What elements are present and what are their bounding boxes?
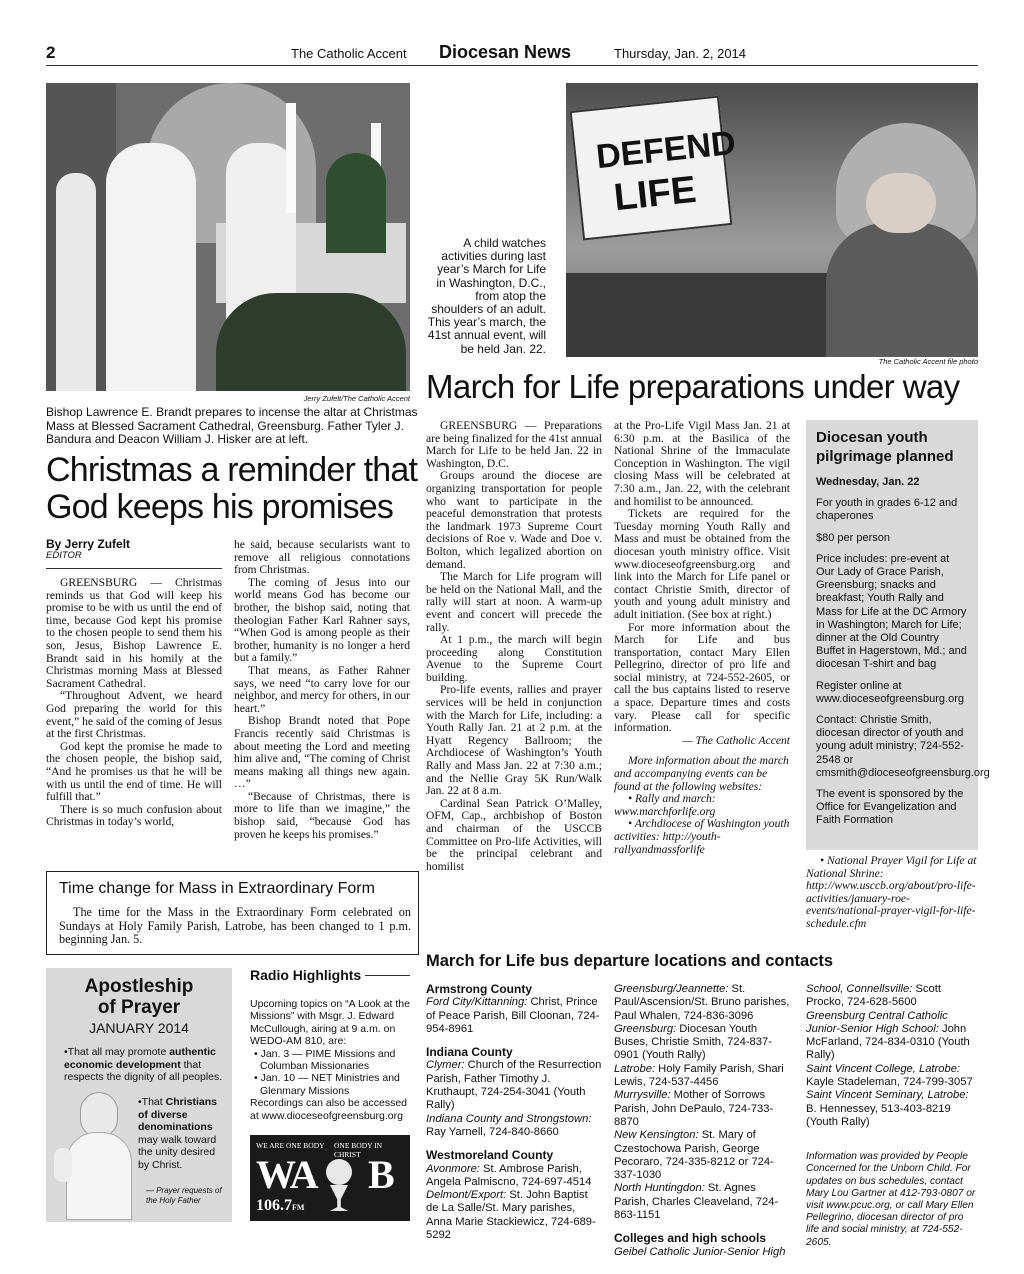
bus-entry [806,1089,978,1129]
county-heading: Armstrong County [426,982,532,996]
prayer-intention-1 [64,1046,228,1084]
bus-entry [614,1023,790,1063]
sidebar-title: Diocesan youth pilgrimage planned [816,429,954,465]
sidebar-text: Register online at www.dioceseofgreensburg.org [816,679,964,705]
intention-2-post: may walk toward the unity desired by Christ. [138,1133,217,1171]
bus-entry [426,996,602,1036]
bus-location: New Kensington: [614,1129,699,1142]
bus-entry [614,983,790,1023]
bus-contact: John McFarland, 724-834-0310 (Youth Rally) [806,1022,970,1062]
bus-location: School, Connellsville: [806,983,913,995]
time-change-box [46,871,419,955]
chalice-icon [330,1185,348,1211]
link-archdiocese[interactable]: • Archdiocese of Washington youth activities: http://youth-rallyandmassforlife [614,817,790,856]
logo-freq-number: 106.7 [256,1197,292,1214]
time-change-title: Time change for Mass in Extraordinary Form [59,880,375,897]
march-col1 [426,420,602,873]
link-vigil[interactable]: • National Prayer Vigil for Life at National Shrine: http://www.usccb.org/about/pro-life-activities/january-roe-events/national-prayer-vigil-for-life-schedule.cfm [806,854,977,930]
apostleship-month: JANUARY 2014 [89,1020,189,1036]
bus-note: Information was provided by People Concerned for the Unborn Child. For updates on bus schedules, contact Mary Lou Gartner at 412-793-0807 or visit www.pcuc.org, or call Mary Ellen Pellegrino, diocesan director of pro life and social ministry, at 724-552-2605. [806,1151,976,1248]
sign-text-line1: DEFEND [594,123,738,177]
bus-location: North Huntingdon: [614,1182,705,1195]
sidebar-text: Contact: Christie Smith, diocesan director of youth and young adult ministry; 724-552-2548 or cmsmith@dioceseofgreensburg.org [816,714,990,779]
bus-col-1 [426,983,602,1242]
sidebar-text: The event is sponsored by the Office for Evangelization and Faith Formation [816,788,964,827]
christmas-para: There is so much confusion about Christmas in today’s world, [46,802,222,829]
bus-entry [426,1189,602,1242]
bus-entry [614,1129,790,1182]
bus-contact: St. Paul/Ascension/St. Bruno parishes, Paul Whalen, 724-836-3096 [614,983,790,1022]
host-icon [326,1159,352,1185]
christmas-para: The coming of Jesus into our world means God has become our brother, the bishop said, noting that theologian Father Karl Rahner says, “When God is among people as their brother, humanity is no longer a herd but a family.” [234,575,410,665]
time-change-text: The time for the Mass in the Extraordinary Form celebrated on Sundays at Holy Family Parish, Latrobe, has been changed to 1 p.m. beginning Jan. 5. [59,905,411,946]
march-para: Pro-life events, rallies and prayer services will be held in conjunction with the March for Life, including: a Youth Rally Jan. 21 at 2 p.m. at the Hyatt Regency Ballroom; the Archdiocese of Washington’s Youth Rally and Mass Jan. 22 at 7:30 a.m.; and the Nellie Gray 5K Run/Walk Jan. 22 at 8 a.m. [426,683,602,798]
bus-entry [614,1182,790,1222]
wab-radio-logo [250,1135,410,1221]
sign-text-line2: LIFE [611,168,699,220]
bus-location: Murrysville: [614,1089,671,1102]
bus-location: Saint Vincent Seminary, Latrobe: [806,1089,969,1102]
intention-2-bold: Christians of diverse denominations [138,1096,217,1133]
bus-location: Avonmore: [426,1162,480,1175]
march-para: The March for Life program will be held on the National Mall, and the rally will start at noon. A warm-up event and concert will precede the rally. [426,570,602,634]
christmas-para: God kept the promise he made to the chosen people, the bishop said, “And he promises us that he will be with us until the end of time. He will fulfill that.” [46,739,222,804]
radio-body [250,998,410,1122]
apostleship-title [46,976,232,1018]
christmas-headline-line2: God keeps his promises [46,488,394,526]
christmas-para: GREENSBURG — Christmas reminds us that God will keep his promise to be with us until the end of time, because God kept his promise to the chosen people to send them his son, Jesus, Bishop Lawrence E. Brandt said in his homily at the Christmas morning Mass at Blessed Sacrament Cathedral. [46,576,222,690]
christmas-para: he said, because secularists want to remove all religious connotations from Christmas. [234,538,410,577]
bus-contact: St. Ambrose Parish, Angela Palmiscno, 724-697-4514 [426,1162,592,1188]
march-para: Tickets are required for the Tuesday morning Youth Rally and Mass and must be obtained from the diocesan youth ministry office. Visit www.dioceseofgreensburg.org and link into the March for Life panel or contact Christie Smith, director of youth and young adult ministry and adult initiation. (See box at right.) [614,507,790,621]
bus-entry [426,1163,602,1190]
photo-credit-right: The Catholic Accent file photo [878,357,978,366]
apostleship-title-line2: of Prayer [97,997,181,1018]
radio-item: • Jan. 3 — PIME Missions and Columban Missionaries [254,1047,396,1073]
byline-role: EDITOR [46,550,82,561]
bus-location: Clymer: [426,1059,465,1072]
youth-pilgrimage-sidebar [806,420,990,850]
bus-contact: St. John Baptist de La Salle/St. Mary parishes, Anna Marie Stackiewicz, 724-689-5292 [426,1189,596,1242]
bus-contact: Diocesan Youth Buses, Christie Smith, 724-837-0901 (Youth Rally) [614,1022,772,1062]
bus-location: Geibel Catholic Junior-Senior High [614,1245,786,1258]
logo-tag-left: WE ARE ONE BODY [256,1141,325,1150]
photo-caption-left: Bishop Lawrence E. Brandt prepares to incense the altar at Christmas Mass at Blessed Sacrament Cathedral, Greensburg. Father Tyler J. Bandura and Deacon William J. Hisker are at left. [46,405,418,446]
christmas-para: That means, as Father Rahner says, we need “to carry love for our neighbor, and mercy for others, in our heart.” [234,663,410,715]
bus-contact: Scott Procko, 724-628-5600 [806,983,941,1009]
bus-contact: Mother of Sorrows Parish, John DePaulo, 724-733-8870 [614,1089,774,1128]
march-para: Cardinal Sean Patrick O’Malley, OFM, Cap., archbishop of Boston and chairman of the USCCB Committee on Pro-life Activities, will be the principal celebrant and homilist [426,796,602,873]
header-rule [46,65,978,66]
byline-rule [46,568,222,569]
march-para: At 1 p.m., the march will begin proceeding along Constitution Avenue to the Supreme Court building. [426,633,602,684]
sidebar-date: Wednesday, Jan. 22 [816,476,920,488]
bus-location: Indiana County and Strongstown: [426,1112,592,1125]
logo-letters-right: B [368,1152,395,1197]
bus-location: Latrobe: [614,1062,656,1075]
bus-entry [426,1059,602,1112]
bus-entry [806,1010,978,1063]
intention-1-bold: authentic economic development [64,1046,216,1071]
christmas-para: Bishop Brandt noted that Pope Francis recently said Christmas is about meeting the Lord and meeting him alive and, “The coming of Christ means making all things new again. …” [234,714,410,791]
radio-title [250,967,410,983]
sidebar-text: $80 per person [816,531,890,544]
radio-outro: Recordings can also be accessed at www.dioceseofgreensburg.org [250,1097,408,1122]
christmas-para: “Because of Christmas, there is more to life than we imagine,” the bishop said, “because God has proven he keeps his promises.” [234,789,410,841]
apostleship-credit: — Prayer requests of the Holy Father [146,1186,222,1205]
intention-1-post: that respects the dignity of all peoples. [64,1058,223,1083]
bus-contact: Ray Yarnell, 724-840-8660 [426,1125,559,1138]
bus-contact: St. Agnes Parish, Charles Cleaveland, 724-863-1151 [614,1182,779,1222]
christmas-col1 [46,577,222,829]
christmas-headline-line1: Christmas a reminder that [46,451,418,489]
photo-defend-life [566,83,978,357]
county-heading: Westmoreland County [426,1148,554,1163]
bus-col-2 [614,983,790,1259]
sidebar-text: Price includes: pre-event at Our Lady of Grace Parish, Greensburg; snacks and breakfast; Youth Rally and Mass for Life at the DC Armory in Washington; March for Life; dinner at the Old Country Buffet in Hagerstown, Md.; and diocesan T-shirt and bag [816,552,967,671]
radio-title-rule [365,975,410,976]
radio-item: • Jan. 10 — NET Ministries and Glenmary Missions [254,1072,400,1097]
apostleship-title-line1: Apostleship [84,976,194,997]
bus-title: March for Life bus departure locations and contacts [426,952,834,970]
march-para: Groups around the diocese are organizing transportation for people who want to participate in the peaceful demonstration that protests the landmark 1973 Supreme Court decisions of Roe v. Wade and Doe v. Bolton, which legalized abortion on demand. [426,469,602,571]
bus-entry [806,983,978,1010]
march-signoff: — The Catholic Accent [682,733,790,747]
intention-1-pre: •That all may promote [64,1046,170,1058]
county-heading: Indiana County [426,1045,513,1060]
photo-caption-right: A child watches activities during last year’s March for Life in Washington, D.C., from atop the shoulders of an adult. This year’s march, the 41st annual event, will be held Jan. 22. [427,236,546,356]
bus-entry [614,1246,790,1259]
bus-entry [614,1089,790,1129]
bus-contact: Church of the Resurrection Parish, Father Timothy J. Kruthaupt, 724-254-3041 (Youth Rally) [426,1059,602,1112]
bus-location: Greensburg/Jeannette: [614,983,729,995]
bus-contact: Holy Family Parish, Shari Lewis, 724-537-4456 [614,1062,784,1089]
christmas-col2 [234,539,410,841]
page-number: 2 [46,43,56,62]
logo-freq-unit: FM [292,1203,305,1212]
logo-frequency [256,1197,304,1215]
bus-location: Ford City/Kittanning: [426,996,528,1009]
county-heading: Colleges and high schools [614,1231,767,1246]
bus-contact: Christ, Prince of Peace Parish, Bill Cloonan, 724-954-8961 [426,996,600,1035]
bus-entry [614,1063,790,1090]
radio-title-text: Radio Highlights [250,967,362,983]
prayer-intention-2 [138,1096,228,1171]
bus-contact: B. Hennessey, 513-403-8219 (Youth Rally) [806,1102,951,1128]
bus-location: Greensburg Central Catholic Junior-Senior High School: [806,1009,948,1035]
byline: By Jerry Zufelt [46,537,131,551]
christmas-para: “Throughout Advent, we heard God preparing the world for this event,” he said of the coming of Jesus at the first Christmas. [46,689,222,741]
march-headline: March for Life preparations under way [426,368,960,405]
radio-intro: Upcoming topics on “A Look at the Missions” with Msgr. J. Edward McCullough, airing at 9 a.m. on WEDO-AM 810, are: [250,998,410,1048]
bus-contact: St. Mary of Czestochowa Parish, George Pecoraro, 724-335-8212 or 724-337-1030 [614,1129,774,1182]
bus-contact: Kayle Stadeleman, 724-799-3057 [806,1076,973,1089]
issue-date: Thursday, Jan. 2, 2014 [614,46,747,61]
logo-tag-right: ONE BODY IN CHRIST [334,1141,383,1159]
intention-2-pre: •That [138,1096,166,1108]
christmas-headline [46,452,426,526]
bus-location: Delmont/Export: [426,1189,507,1202]
logo-letters-left: WA [256,1152,317,1197]
link-rally[interactable]: • Rally and march: www.marchforlife.org [614,792,716,818]
section-title: Diocesan News [439,42,572,62]
more-info: More information about the march and accompanying events can be found at the following websites: [614,754,789,793]
bus-entry [806,1063,978,1090]
march-para: at the Pro-Life Vigil Mass Jan. 21 at 6:30 p.m. at the Basilica of the National Shrine of the Immaculate Conception in Washington. The vigil closing Mass will be celebrated at 7:30 a.m., Jan. 22, with the celebrant and homilist to be announced. [614,419,790,508]
bus-entry [426,1113,602,1140]
march-para: GREENSBURG — Preparations are being finalized for the 41st annual March for Life to be held Jan. 22 in Washington, D.C. [426,419,602,470]
bus-location: Saint Vincent College, Latrobe: [806,1062,961,1075]
photo-credit-left: Jerry Zufelt/The Catholic Accent [303,394,410,403]
march-col2 [614,420,790,856]
march-para: For more information about the March for Life and bus transportation, contact Mary Ellen Pellegrino, director of pro life and social ministry, at 724-552-2605, or call the bus captains listed to reserve a space. Departure times and costs vary. Please call for specific information. [614,620,790,735]
bus-location: Greensburg: [614,1022,677,1035]
apostleship-box [46,968,232,1222]
paper-name: The Catholic Accent [291,46,407,61]
photo-bishop-altar [46,83,410,391]
sidebar-text: For youth in grades 6-12 and chaperones [816,497,958,523]
bus-col-3 [806,983,978,1249]
pope-image [54,1092,134,1220]
